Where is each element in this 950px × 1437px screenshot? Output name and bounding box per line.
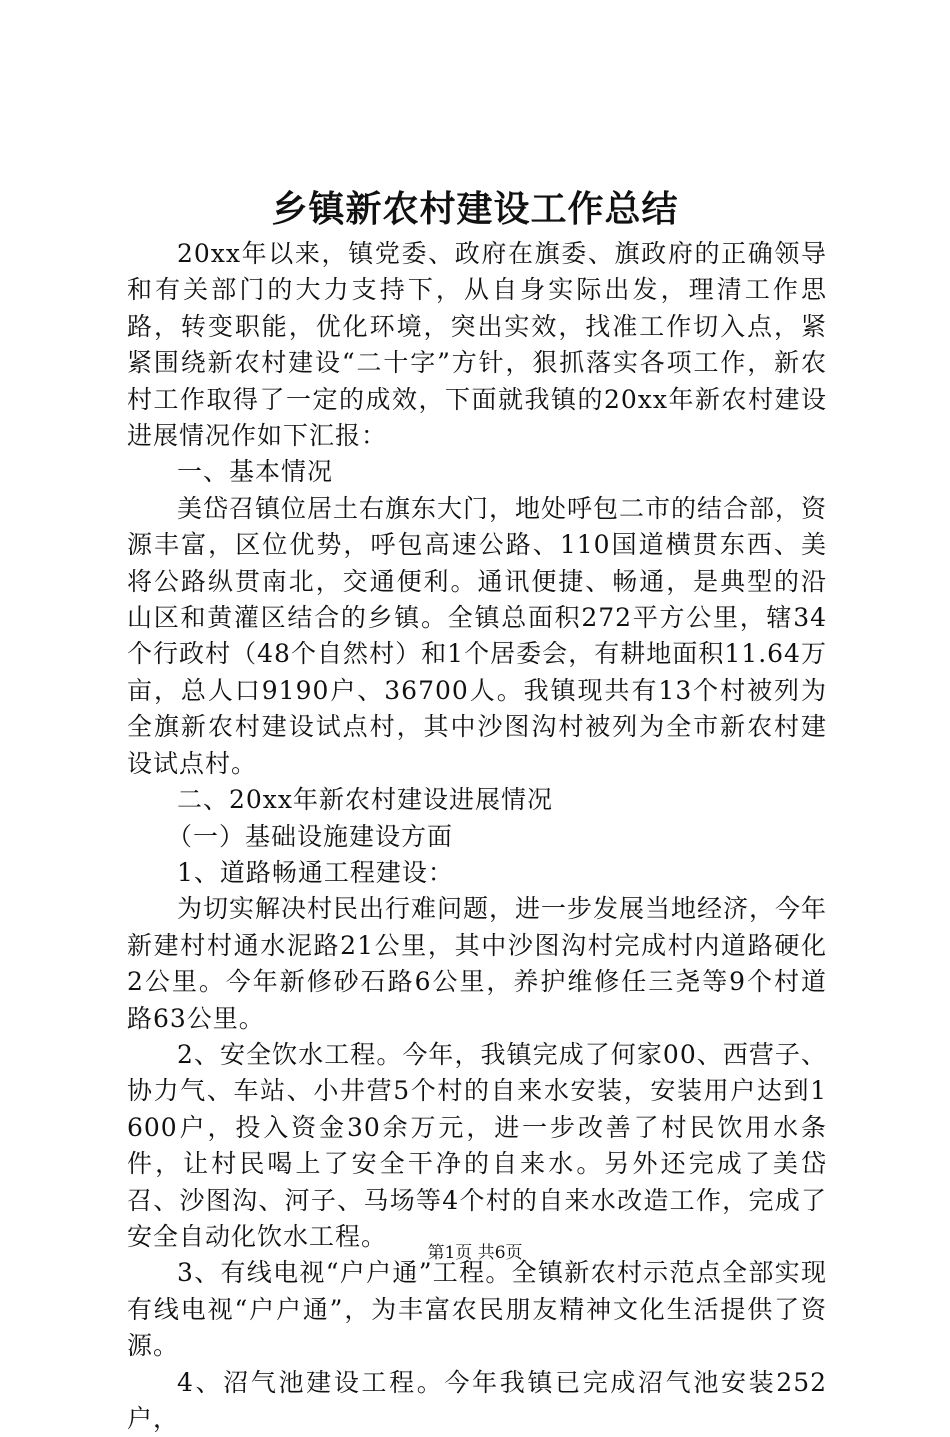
section-heading-progress: 二、20xx年新农村建设进展情况 [177,785,554,815]
section-heading-basic-info: 一、基本情况 [177,457,334,487]
cable-tv-paragraph: 3、有线电视“户户通”工程。全镇新农村示范点全部实现有线电视“户户通”，为丰富农民朋友精神文化生活提供了资源。 [127,1258,827,1361]
item-heading-roads: 1、道路畅通工程建设： [177,857,454,887]
basic-info-paragraph: 美岱召镇位居土右旗东大门，地处呼包二市的结合部，资源丰富，区位优势，呼包高速公路、110国道横贯东西、美将公路纵贯南北，交通便利。通讯便捷、畅通，是典型的沿山区和黄灌区结合的乡镇。全镇总面积272平方公里，辖34个行政村（48个自然村）和1个居委会，有耕地面积11.64万亩，总人口9190户、36700人。我镇现共有13个村被列为全旗新农村建设试点村，其中沙图沟村被列为全市新农村建设试点村。 [127,493,828,778]
biogas-paragraph: 4、沼气池建设工程。今年我镇已完成沼气池安装252户， [127,1367,827,1433]
water-paragraph: 2、安全饮水工程。今年，我镇完成了何家00、西营子、协力气、车站、小井营5个村的自来水安装，安装用户达到1600户，投入资金30余万元，进一步改善了村民饮用水条件，让村民喝上了安全干净的自来水。另外还完成了美岱召、沙图沟、河子、马场等4个村的自来水改造工作，完成了安全自动化饮水工程。 [127,1039,827,1251]
document-title: 乡镇新农村建设工作总结 [271,188,679,230]
intro-paragraph: 20xx年以来，镇党委、政府在旗委、旗政府的正确领导和有关部门的大力支持下，从自身实际出发，理清工作思路，转变职能，优化环境，突出实效，找准工作切入点，紧紧围绕新农村建设“二十字”方针，狠抓落实各项工作，新农村工作取得了一定的成效，下面就我镇的20xx年新农村建设进展情况作如下汇报： [127,239,827,451]
subsection-heading-infrastructure: （一）基础设施建设方面 [167,821,454,851]
roads-paragraph: 为切实解决村民出行难问题，进一步发展当地经济，今年新建村村通水泥路21公里，其中沙图沟村完成村内道路硬化2公里。今年新修砂石路6公里，养护维修任三尧等9个村道路63公里。 [127,894,828,1033]
page-number-footer: 第1页 共6页 [427,1243,523,1263]
